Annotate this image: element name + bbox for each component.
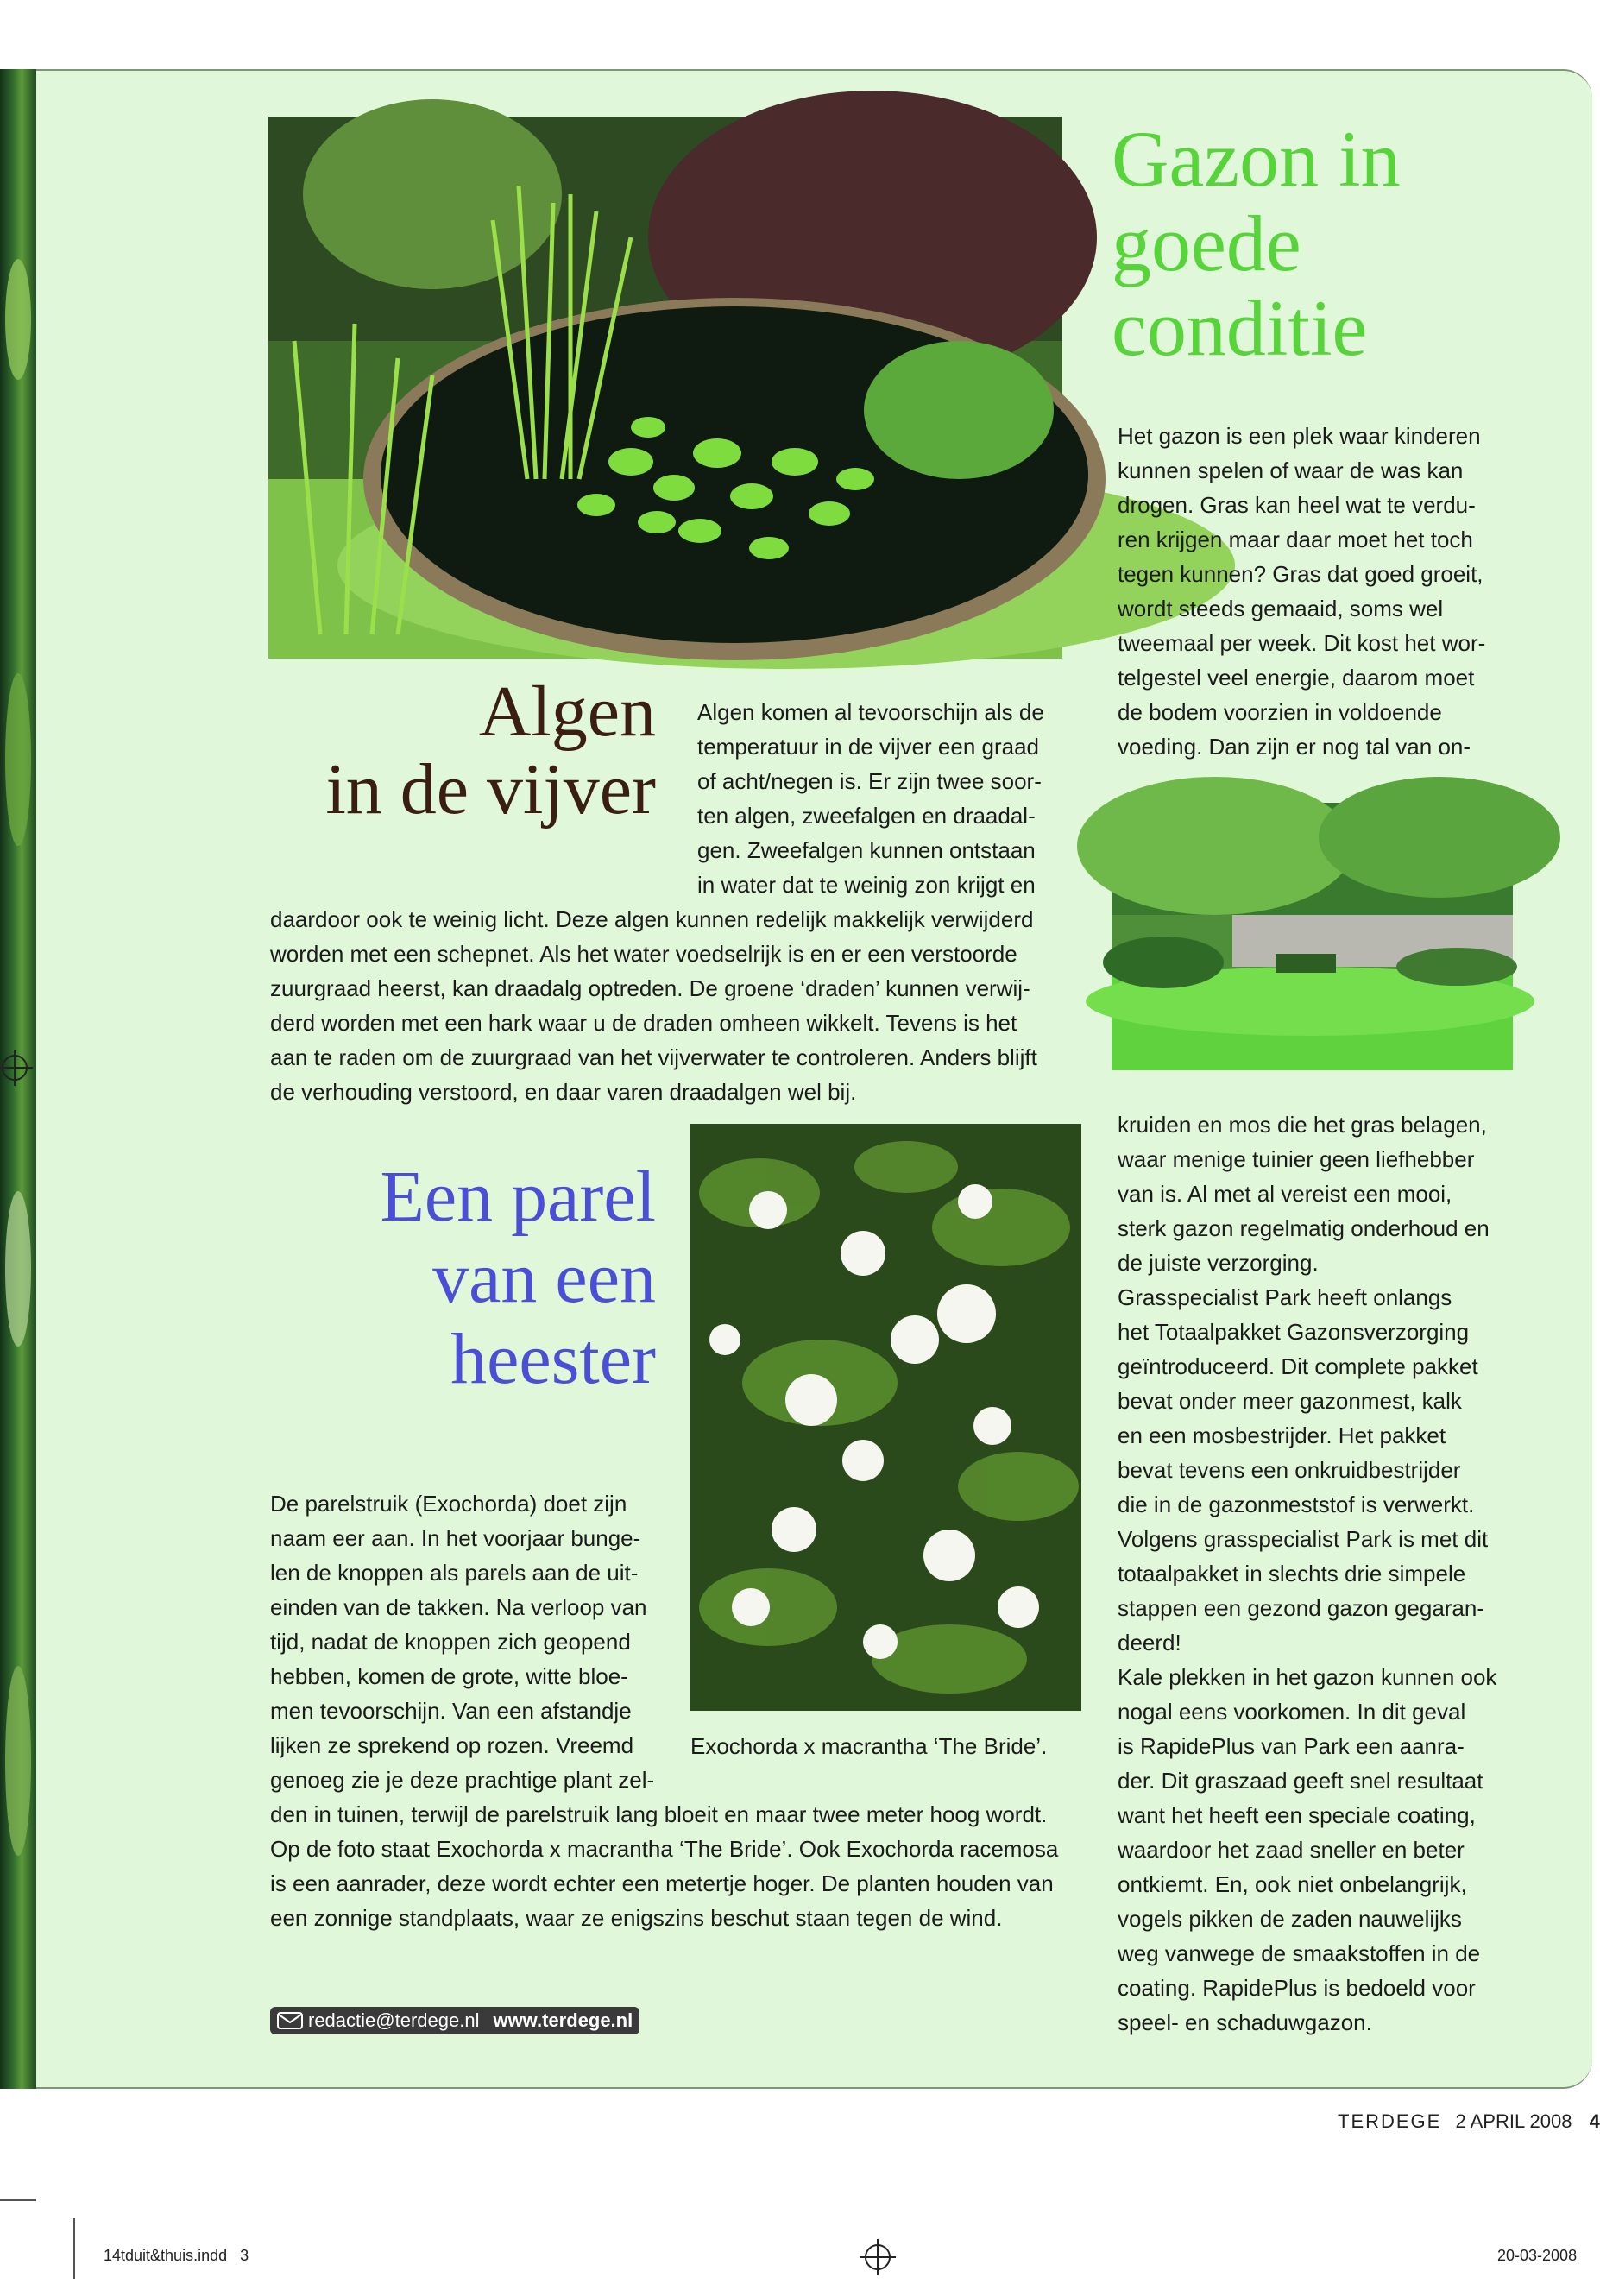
gazon-bottom-line: weg vanwege de smaakstoffen in de xyxy=(1118,1940,1481,1966)
print-slug-date: 20-03-2008 xyxy=(1497,2247,1578,2264)
parel-narrow-line: genoeg zie je deze prachtige plant zel- xyxy=(270,1767,655,1793)
lawn-photo xyxy=(1112,803,1513,1070)
print-slug-filename: 14tduit&thuis.indd 3 xyxy=(104,2247,249,2264)
gazon-bottom-line: Volgens grasspecialist Park is met dit xyxy=(1118,1526,1489,1552)
algen-body-line: de verhouding verstoord, en daar varen draadalgen wel bij. xyxy=(270,1079,857,1105)
gazon-bottom-line: geïntroduceerd. Dit complete pakket xyxy=(1118,1353,1478,1379)
algen-intro-line: ten algen, zweefalgen en draadal- xyxy=(697,803,1036,829)
algen-body-line: zuurgraad heerst, kan draadalg optreden. De groene ‘draden’ kunnen verwij- xyxy=(270,975,1030,1001)
parel-title-line3: heester xyxy=(450,1319,656,1399)
gazon-bottom-line: het Totaalpakket Gazonsverzorging xyxy=(1118,1319,1470,1345)
parel-wide-text xyxy=(270,1797,1094,1935)
gazon-bottom-line: waar menige tuinier geen liefhebber xyxy=(1118,1146,1475,1172)
algen-title-line2: in de vijver xyxy=(325,749,656,829)
gazon-bottom-line: stappen een gezond gazon gegaran- xyxy=(1118,1595,1485,1621)
algen-body-line: aan te raden om de zuurgraad van het vijverwater te controleren. Anders blijft xyxy=(270,1044,1037,1070)
gazon-title xyxy=(1112,117,1560,370)
crop-mark xyxy=(73,2218,75,2279)
parel-narrow-line: tijd, nadat de knoppen zich geopend xyxy=(270,1629,631,1655)
algen-intro-line: Algen komen al tevoorschijn als de xyxy=(697,699,1044,725)
gazon-top-line: Het gazon is een plek waar kinderen xyxy=(1118,423,1481,449)
leaf-shape xyxy=(5,1666,31,1856)
parel-title-line2: van een xyxy=(432,1238,656,1318)
parel-wide-line: een zonnige standplaats, waar ze enigszins beschut staan tegen de wind. xyxy=(270,1905,1003,1931)
gazon-top-line: drogen. Gras kan heel wat te verdu- xyxy=(1118,492,1476,518)
parel-narrow-line: naam eer aan. In het voorjaar bunge- xyxy=(270,1525,641,1551)
gazon-bottom-line: vogels pikken de zaden nauwelijks xyxy=(1118,1906,1462,1932)
leaf-shape xyxy=(5,259,31,380)
contact-email-link[interactable]: redactie@terdege.nl xyxy=(308,2009,480,2031)
crop-mark xyxy=(0,2199,36,2201)
gazon-title-line2: goede xyxy=(1112,199,1301,287)
gazon-top-line: ren krijgen maar daar moet het toch xyxy=(1118,527,1473,552)
registration-mark xyxy=(865,2244,891,2270)
gazon-bottom-line: Kale plekken in het gazon kunnen ook xyxy=(1118,1664,1497,1690)
algen-intro-line: in water dat te weinig zon krijgt en xyxy=(697,872,1036,898)
gazon-top-line: tweemaal per week. Dit kost het wor- xyxy=(1118,630,1486,656)
gazon-title-line1: Gazon in xyxy=(1112,115,1401,203)
gazon-bottom-line: en een mosbestrijder. Het pakket xyxy=(1118,1422,1446,1448)
parel-title-line1: Een parel xyxy=(380,1157,656,1237)
footer-date: 2 APRIL 2008 xyxy=(1455,2110,1572,2132)
gazon-bottom-line: deerd! xyxy=(1118,1630,1181,1656)
pond-photo-art xyxy=(268,117,1062,659)
gazon-bottom-line: want het heeft een speciale coating, xyxy=(1118,1802,1476,1828)
gazon-top-line: tegen kunnen? Gras dat goed groeit, xyxy=(1118,561,1483,587)
gazon-bottom-line: der. Dit graszaad geeft snel resultaat xyxy=(1118,1768,1483,1794)
gazon-top-text xyxy=(1118,419,1532,764)
parel-wide-line: Op de foto staat Exochorda x macrantha ‘The Bride’. Ook Exochorda racemosa xyxy=(270,1836,1059,1862)
gazon-bottom-line: die in de gazonmeststof is verwerkt. xyxy=(1118,1492,1475,1517)
parel-narrow-line: lijken ze sprekend op rozen. Vreemd xyxy=(270,1732,634,1758)
parel-title xyxy=(285,1157,656,1400)
parel-narrow-line: De parelstruik (Exochorda) doet zijn xyxy=(270,1491,627,1517)
footer-page-number: 4 xyxy=(1589,2110,1600,2132)
gazon-bottom-line: speel- en schaduwgazon. xyxy=(1118,2009,1372,2035)
pond-photo xyxy=(268,117,1062,659)
footer-magazine: TERDEGE xyxy=(1338,2110,1442,2132)
gazon-top-line: de bodem voorzien in voldoende xyxy=(1118,699,1442,725)
gazon-bottom-line: ontkiemt. En, ook niet onbelangrijk, xyxy=(1118,1871,1467,1897)
page-footer xyxy=(1338,2110,1600,2133)
algen-body-line: daardoor ook te weinig licht. Deze algen kunnen redelijk makkelijk verwijderd xyxy=(270,906,1034,932)
gazon-bottom-line: Grasspecialist Park heeft onlangs xyxy=(1118,1284,1452,1310)
flower-photo xyxy=(690,1124,1081,1711)
gazon-bottom-line: bevat tevens een onkruidbestrijder xyxy=(1118,1457,1461,1483)
gazon-bottom-line: de juiste verzorging. xyxy=(1118,1250,1319,1276)
parel-narrow-line: hebben, komen de grote, witte bloe- xyxy=(270,1663,628,1689)
contact-badge xyxy=(270,2007,639,2034)
algen-intro-line: of acht/negen is. Er zijn twee soor- xyxy=(697,768,1042,794)
gazon-bottom-line: bevat onder meer gazonmest, kalk xyxy=(1118,1388,1462,1414)
algen-body-line: derd worden met een hark waar u de draden omheen wikkelt. Tevens is het xyxy=(270,1010,1017,1036)
gazon-bottom-line: is RapidePlus van Park een aanra- xyxy=(1118,1733,1465,1759)
algen-intro-line: gen. Zweefalgen kunnen ontstaan xyxy=(697,837,1036,863)
registration-mark xyxy=(2,1055,28,1081)
gazon-bottom-line: van is. Al met al vereist een mooi, xyxy=(1118,1181,1452,1207)
algen-title-line1: Algen xyxy=(478,672,656,752)
gazon-title-line3: conditie xyxy=(1112,284,1368,372)
flower-photo-art xyxy=(690,1124,1081,1711)
gazon-bottom-line: totaalpakket in slechts drie simpele xyxy=(1118,1561,1466,1586)
algen-body xyxy=(270,902,1077,1109)
gazon-top-line: telgestel veel energie, daarom moet xyxy=(1118,665,1475,691)
leaf-shape xyxy=(5,1191,31,1347)
gazon-bottom-line: nogal eens voorkomen. In dit geval xyxy=(1118,1699,1466,1725)
leaf-shape xyxy=(5,673,31,846)
lawn-photo-art xyxy=(1112,803,1513,1070)
gazon-top-line: kunnen spelen of waar de was kan xyxy=(1118,457,1464,483)
parel-narrow-line: einden van de takken. Na verloop van xyxy=(270,1594,647,1620)
gazon-bottom-line: waardoor het zaad sneller en beter xyxy=(1118,1837,1465,1863)
gazon-bottom-line: coating. RapidePlus is bedoeld voor xyxy=(1118,1975,1476,2001)
mail-icon xyxy=(277,2012,303,2029)
flower-caption: Exochorda x macrantha ‘The Bride’. xyxy=(690,1733,1048,1759)
contact-website-link[interactable]: www.terdege.nl xyxy=(493,2009,633,2031)
algen-body-line: worden met een schepnet. Als het water voedselrijk is en er een verstoorde xyxy=(270,941,1017,967)
parel-wide-line: den in tuinen, terwijl de parelstruik lang bloeit en maar twee meter hoog wordt. xyxy=(270,1801,1048,1827)
parel-narrow-text xyxy=(270,1486,676,1797)
algen-intro xyxy=(697,695,1077,902)
parel-wide-line: is een aanrader, deze wordt echter een metertje hoger. De planten houden van xyxy=(270,1870,1054,1896)
algen-intro-line: temperatuur in de vijver een graad xyxy=(697,734,1040,760)
gazon-top-line: voeding. Dan zijn er nog tal van on- xyxy=(1118,734,1471,760)
gazon-bottom-line: kruiden en mos die het gras belagen, xyxy=(1118,1112,1487,1138)
parel-narrow-line: len de knoppen als parels aan de uit- xyxy=(270,1560,639,1586)
gazon-bottom-line: sterk gazon regelmatig onderhoud en xyxy=(1118,1215,1490,1241)
parel-narrow-line: men tevoorschijn. Van een afstandje xyxy=(270,1698,632,1724)
gazon-bottom-text xyxy=(1118,1107,1532,2040)
algen-title xyxy=(285,673,656,829)
gazon-top-line: wordt steeds gemaaid, soms wel xyxy=(1118,596,1444,621)
